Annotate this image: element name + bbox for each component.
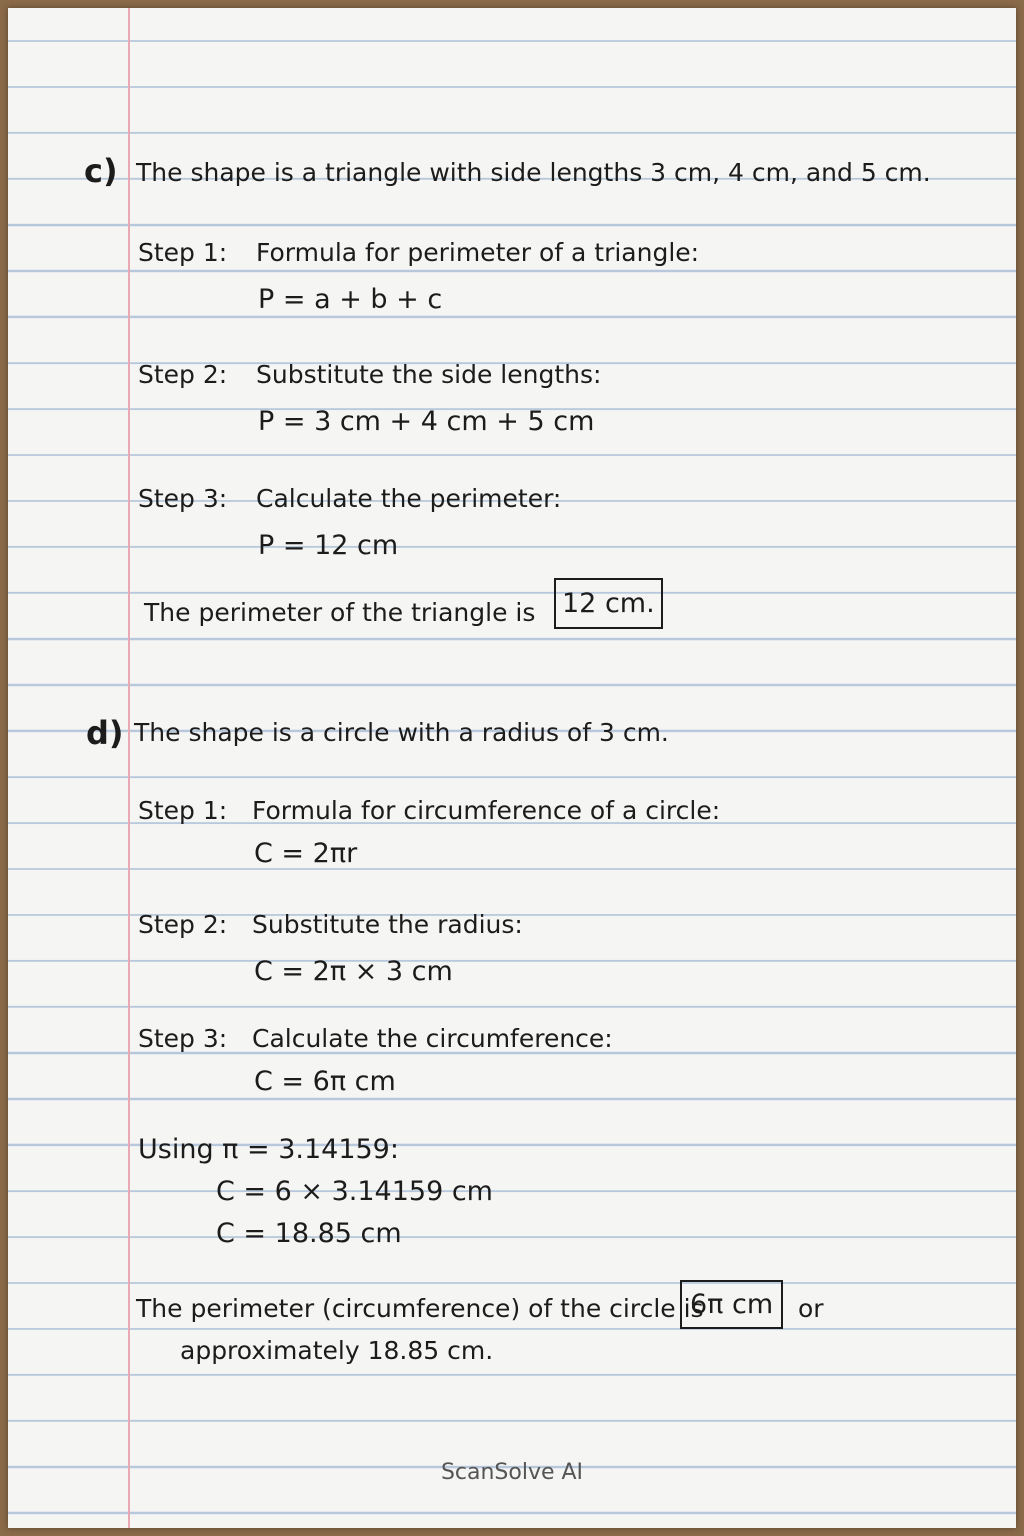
part-c-step1-text: Formula for perimeter of a triangle: [256, 238, 700, 267]
footer-watermark: ScanSolve AI [440, 1460, 584, 1485]
part-d-step2-equation: C = 2π × 3 cm [254, 956, 453, 987]
part-c-step1-label: Step 1: [138, 238, 228, 267]
part-d-step1-equation: C = 2πr [254, 838, 358, 869]
part-c-step1-equation: P = a + b + c [258, 284, 443, 315]
part-c-step2-label: Step 2: [138, 360, 228, 389]
part-d-using-equation-2: C = 18.85 cm [216, 1218, 402, 1249]
part-c-step2-equation: P = 3 cm + 4 cm + 5 cm [258, 406, 595, 437]
margin-line [128, 8, 130, 1528]
part-d-step2-label: Step 2: [138, 910, 228, 939]
part-d-step2-text: Substitute the radius: [252, 910, 523, 939]
part-c-intro: The shape is a triangle with side lengths 3 cm, 4 cm, and 5 cm. [136, 158, 931, 187]
part-d-conclusion: The perimeter (circumference) of the circle is [136, 1294, 704, 1323]
part-d-conclusion-line2: approximately 18.85 cm. [180, 1336, 494, 1365]
part-d-using-equation-1: C = 6 × 3.14159 cm [216, 1176, 493, 1207]
part-c-step3-equation: P = 12 cm [258, 530, 399, 561]
part-d-step3-label: Step 3: [138, 1024, 228, 1053]
part-d-answer-box: 6π cm [680, 1280, 783, 1329]
part-d-conclusion-or: or [798, 1294, 824, 1323]
part-d-label: d) [86, 714, 124, 752]
part-c-label: c) [84, 152, 118, 190]
part-c-step3-text: Calculate the perimeter: [256, 484, 562, 513]
part-c-step3-label: Step 3: [138, 484, 228, 513]
part-d-step1-label: Step 1: [138, 796, 228, 825]
part-c-answer-box: 12 cm. [554, 578, 663, 629]
part-d-intro: The shape is a circle with a radius of 3 cm. [134, 718, 669, 747]
part-d-step1-text: Formula for circumference of a circle: [252, 796, 721, 825]
part-d-using-pi: Using π = 3.14159: [138, 1134, 399, 1165]
part-d-step3-text: Calculate the circumference: [252, 1024, 613, 1053]
part-d-step3-equation: C = 6π cm [254, 1066, 396, 1097]
part-c-step2-text: Substitute the side lengths: [256, 360, 602, 389]
part-c-conclusion: The perimeter of the triangle is [144, 598, 536, 627]
